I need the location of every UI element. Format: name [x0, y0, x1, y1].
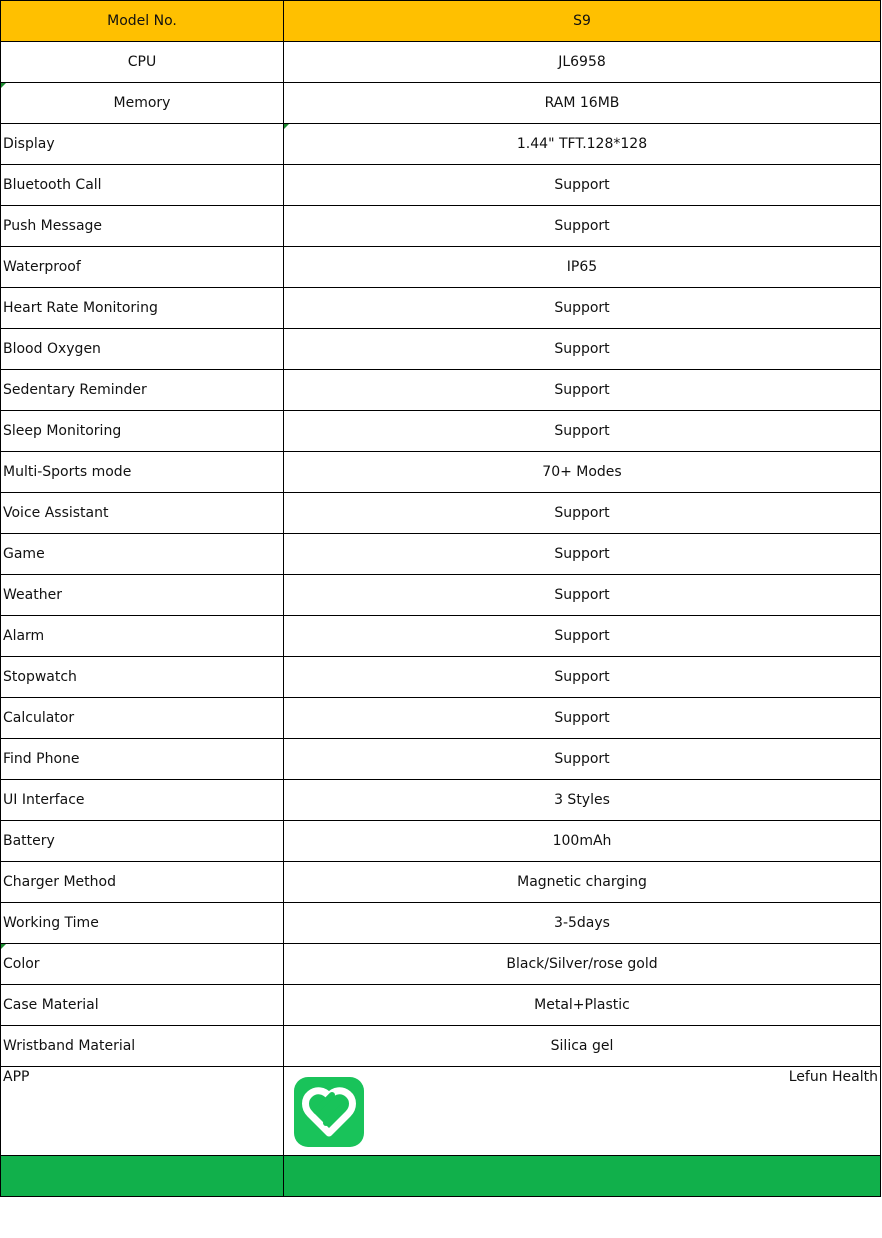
row-value: Support: [284, 657, 881, 698]
row-value: JL6958: [284, 42, 881, 83]
row-label: Game: [1, 534, 284, 575]
row-value: Support: [284, 370, 881, 411]
table-row: [1, 985, 881, 1026]
header-row: [1, 1, 881, 42]
table-row: [1, 247, 881, 288]
spec-table-body: [1, 1, 881, 1197]
table-row: [1, 698, 881, 739]
row-value: RAM 16MB: [284, 83, 881, 124]
row-value: Support: [284, 329, 881, 370]
row-label: Battery: [1, 821, 284, 862]
table-row: [1, 657, 881, 698]
table-row: [1, 370, 881, 411]
app-name: Lefun Health: [788, 1069, 878, 1085]
row-label: Charger Method: [1, 862, 284, 903]
table-row: [1, 903, 881, 944]
row-label: Working Time: [1, 903, 284, 944]
table-row: [1, 739, 881, 780]
app-label: APP: [1, 1067, 284, 1156]
row-value-text: 1.44" TFT.128*128: [516, 136, 648, 152]
row-label: Find Phone: [1, 739, 284, 780]
row-label: Voice Assistant: [1, 493, 284, 534]
table-row: [1, 124, 881, 165]
row-value: Support: [284, 493, 881, 534]
row-label: Stopwatch: [1, 657, 284, 698]
row-label: UI Interface: [1, 780, 284, 821]
row-value: Support: [284, 616, 881, 657]
row-label: [1, 944, 284, 985]
row-value: Black/Silver/rose gold: [284, 944, 881, 985]
table-row: [1, 616, 881, 657]
row-value: Support: [284, 534, 881, 575]
table-row: [1, 821, 881, 862]
row-label: Waterproof: [1, 247, 284, 288]
table-row: [1, 206, 881, 247]
row-label: Multi-Sports mode: [1, 452, 284, 493]
row-label: Alarm: [1, 616, 284, 657]
row-value: 70+ Modes: [284, 452, 881, 493]
table-row: [1, 534, 881, 575]
table-row: [1, 1026, 881, 1067]
footer-cell-left: [1, 1156, 284, 1197]
table-row: [1, 329, 881, 370]
footer-cell-right: [284, 1156, 881, 1197]
row-label: [1, 83, 284, 124]
row-label: Bluetooth Call: [1, 165, 284, 206]
cell-comment-marker: [1, 944, 6, 949]
app-row: [1, 1067, 881, 1156]
row-value: Support: [284, 411, 881, 452]
lefun-health-app-icon: [294, 1077, 364, 1147]
row-value: Magnetic charging: [284, 862, 881, 903]
cell-comment-marker: [1, 83, 6, 88]
row-value: Support: [284, 575, 881, 616]
row-label-text: Color: [3, 956, 40, 972]
table-row: [1, 944, 881, 985]
table-row: [1, 493, 881, 534]
row-value: 3 Styles: [284, 780, 881, 821]
row-label-text: Memory: [113, 95, 171, 111]
footer-row: [1, 1156, 881, 1197]
table-row: [1, 862, 881, 903]
row-label: Wristband Material: [1, 1026, 284, 1067]
row-label: Heart Rate Monitoring: [1, 288, 284, 329]
header-value: S9: [284, 1, 881, 42]
row-label: Calculator: [1, 698, 284, 739]
table-row: [1, 452, 881, 493]
table-row: [1, 42, 881, 83]
row-label: Case Material: [1, 985, 284, 1026]
row-value: Support: [284, 739, 881, 780]
cell-comment-marker: [284, 124, 289, 129]
row-label: Weather: [1, 575, 284, 616]
row-label: CPU: [1, 42, 284, 83]
row-value: 100mAh: [284, 821, 881, 862]
table-row: [1, 165, 881, 206]
header-label: Model No.: [1, 1, 284, 42]
row-value: Support: [284, 206, 881, 247]
row-value: Silica gel: [284, 1026, 881, 1067]
table-row: [1, 288, 881, 329]
row-value: IP65: [284, 247, 881, 288]
row-value: Support: [284, 165, 881, 206]
row-label: Sedentary Reminder: [1, 370, 284, 411]
table-row: [1, 575, 881, 616]
row-label: Push Message: [1, 206, 284, 247]
row-value: [284, 124, 881, 165]
row-label: Sleep Monitoring: [1, 411, 284, 452]
table-row: [1, 780, 881, 821]
row-label: Display: [1, 124, 284, 165]
app-value-cell: [284, 1067, 881, 1156]
row-value: Support: [284, 288, 881, 329]
row-value: Support: [284, 698, 881, 739]
row-value: 3-5days: [284, 903, 881, 944]
row-value: Metal+Plastic: [284, 985, 881, 1026]
table-row: [1, 411, 881, 452]
table-row: [1, 83, 881, 124]
heart-logo-icon: [294, 1077, 364, 1147]
row-label: Blood Oxygen: [1, 329, 284, 370]
